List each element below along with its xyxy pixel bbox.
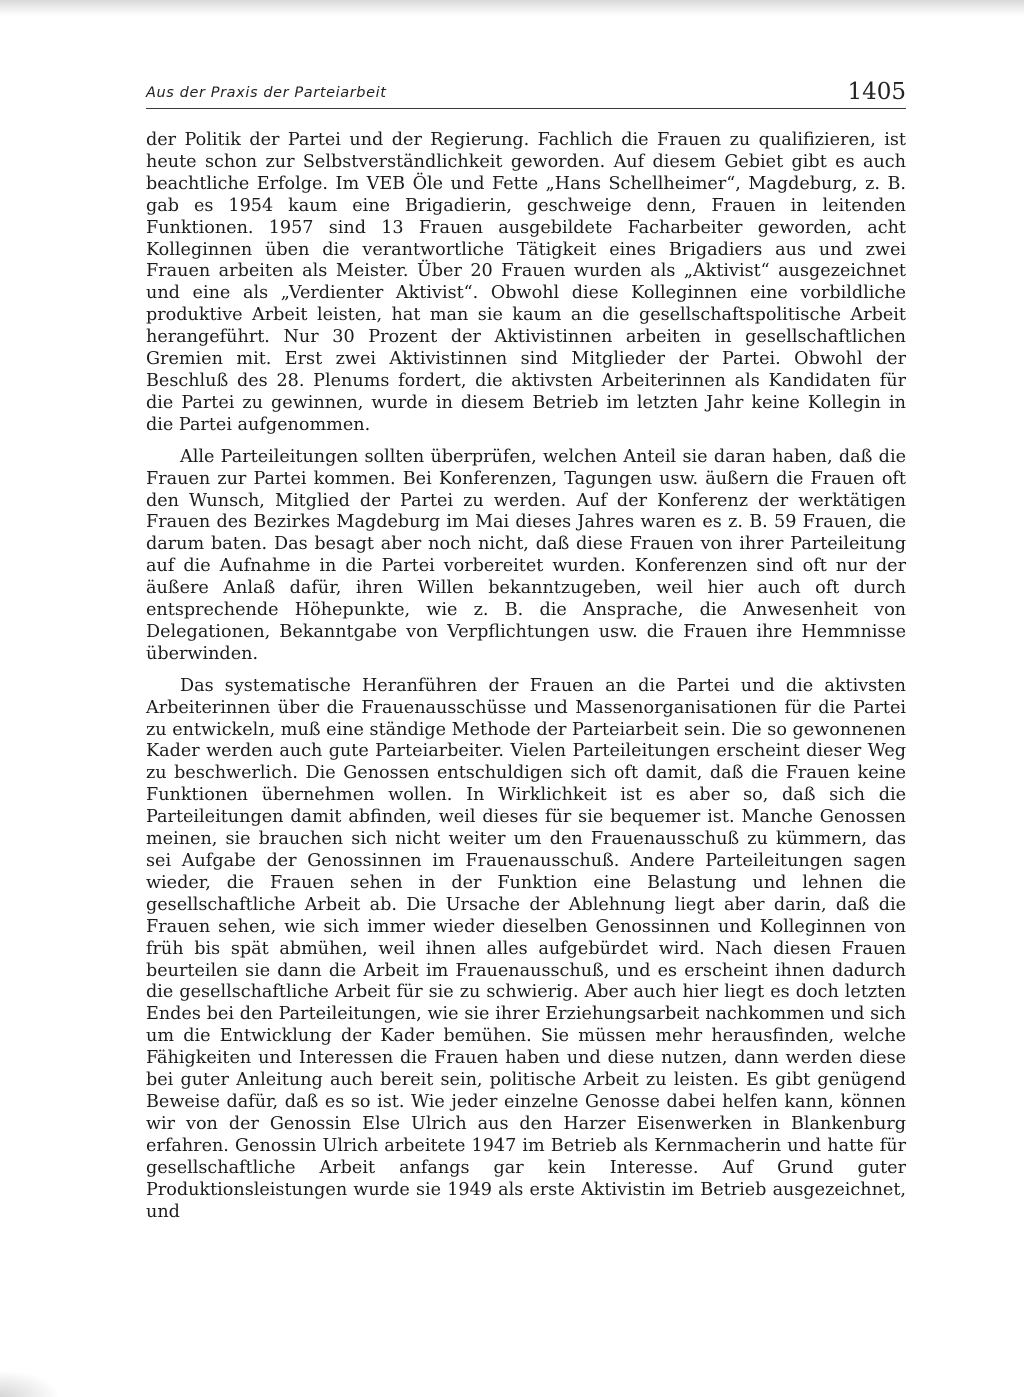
running-head: Aus der Praxis der Parteiarbeit xyxy=(146,85,387,101)
header-rule xyxy=(146,108,906,109)
scan-smudge xyxy=(0,1370,60,1397)
body-text xyxy=(146,130,906,1223)
paragraph-3: Das systematische Heranführen der Frauen an die Partei und die aktivsten Arbeiterinnen über die Frauenausschüsse und Massenorganisationen für die Partei zu entwickeln, muß eine ständige Methode der Parteiarbeit sein. Die so gewonnenen Kader werden auch gute Parteiarbeiter. Vielen Parteileitungen erscheint dieser Weg zu beschwerlich. Die Genossen entschuldigen sich oft damit, daß die Frauen keine Funktionen übernehmen wollen. In Wirklichkeit ist es aber so, daß sich die Parteileitungen damit abfinden, weil dieses für sie bequemer ist. Manche Genossen meinen, sie brauchen sich nicht weiter um den Frauenausschuß zu kümmern, das sei Aufgabe der Genossinnen im Frauenausschuß. Andere Parteileitungen sagen wieder, die Frauen sehen in der Funktion eine Belastung und lehnen die gesellschaftliche Arbeit ab. Die Ursache der Ablehnung liegt aber darin, daß die Frauen sehen, wie sich immer wieder dieselben Genossinnen und Kolleginnen von früh bis spät abmühen, weil ihnen alles aufgebürdet wird. Nach diesen Frauen beurteilen sie dann die Arbeit im Frauenausschuß, und es erscheint ihnen dadurch die gesellschaftliche Arbeit für sie zu schwierig. Aber auch hier liegt es doch letzten Endes bei den Parteileitungen, wie sie ihrer Erziehungsarbeit nachkommen und sich um die Entwicklung der Kader bemühen. Sie müssen mehr herausfinden, welche Fähigkeiten und Interessen die Frauen haben und diese nutzen, dann werden diese bei guter Anleitung auch bereit sein, politische Arbeit zu leisten. Es gibt genügend Beweise dafür, daß es so ist. Wie jeder einzelne Genosse dabei helfen kann, können wir von der Genossin Else Ulrich aus den Harzer Eisenwerken in Blankenburg erfahren. Genossin Ulrich arbeitete 1947 im Betrieb als Kernmacherin und hatte für gesellschaftliche Arbeit anfangs gar kein Interesse. Auf Grund guter Produktionsleistungen wurde sie 1949 als erste Aktivistin im Betrieb ausgezeichnet, und xyxy=(146,675,906,1222)
page-number: 1405 xyxy=(847,79,906,105)
paragraph-1: der Politik der Partei und der Regierung. Fachlich die Frauen zu qualifizieren, ist heute schon zur Selbstverständlichkeit geworden. Auf diesem Gebiet gibt es auch beachtliche Erfolge. Im VEB Öle und Fette „Hans Schellheimer“, Magdeburg, z. B. gab es 1954 kaum eine Brigadierin, geschweige denn, Frauen in leitenden Funktionen. 1957 sind 13 Frauen ausgebildete Facharbeiter geworden, acht Kolleginnen üben die verantwortliche Tätigkeit eines Brigadiers aus und zwei Frauen arbeiten als Meister. Über 20 Frauen wurden als „Aktivist“ ausgezeichnet und eine als „Verdienter Aktivist“. Obwohl diese Kolleginnen eine vorbildliche produktive Arbeit leisten, hat man sie kaum an die gesellschaftspolitische Arbeit herangeführt. Nur 30 Prozent der Aktivistinnen arbeiten in gesellschaftlichen Gremien mit. Erst zwei Aktivistinnen sind Mitglieder der Partei. Obwohl der Beschluß des 28. Plenums fordert, die aktivsten Arbeiterinnen als Kandidaten für die Partei zu gewinnen, wurde in diesem Betrieb im letzten Jahr keine Kollegin in die Partei aufgenommen. xyxy=(146,130,906,435)
page-header xyxy=(146,77,906,109)
paragraph-2: Alle Parteileitungen sollten überprüfen, welchen Anteil sie daran haben, daß die Frauen zur Partei kommen. Bei Konferenzen, Tagungen usw. äußern die Frauen oft den Wunsch, Mitglied der Partei zu werden. Auf der Konferenz der werktätigen Frauen des Bezirkes Magdeburg im Mai dieses Jahres waren es z. B. 59 Frauen, die darum baten. Das besagt aber noch nicht, daß diese Frauen von ihrer Parteileitung auf die Aufnahme in die Partei vorbereitet wurden. Konferenzen sind oft nur der äußere Anlaß dafür, ihren Willen bekanntzugeben, weil hier auch oft durch entsprechende Höhepunkte, wie z. B. die Ansprache, die Anwesenheit von Delegationen, Bekanntgabe von Verpflichtungen usw. die Frauen ihre Hemmnisse überwinden. xyxy=(146,446,906,664)
scan-border-top xyxy=(0,0,1024,16)
